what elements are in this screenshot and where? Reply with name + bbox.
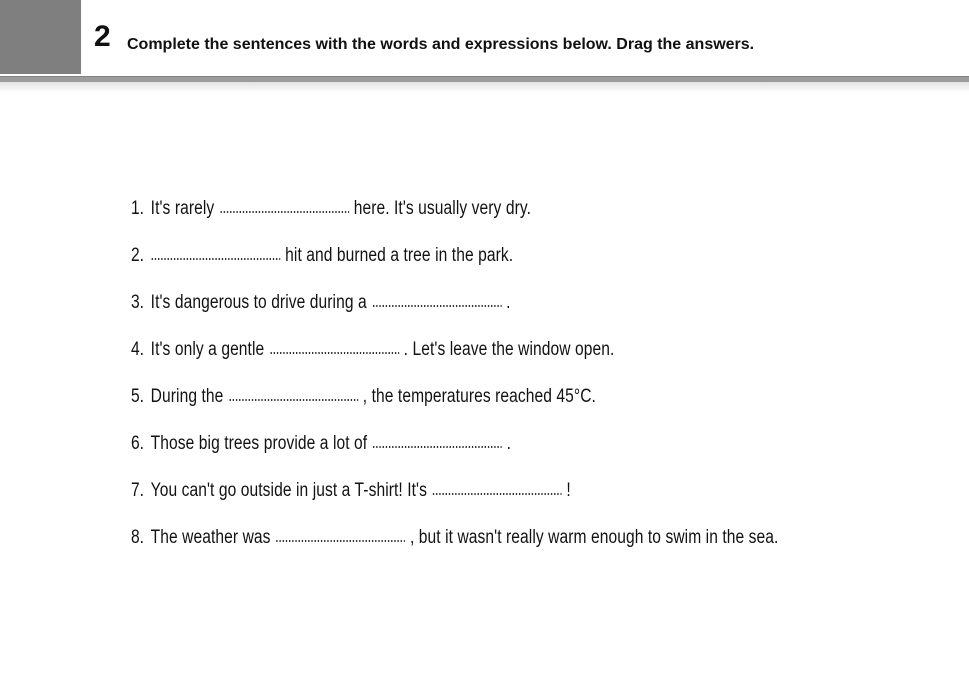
sentence-text-before: The weather was [150, 527, 271, 548]
sentence-text-before: It's dangerous to drive during a [150, 292, 367, 313]
sentence-number: 6. [131, 433, 145, 454]
answer-blank[interactable] [372, 304, 502, 308]
sentence-text-after: ! [566, 480, 571, 501]
sentence-row [131, 467, 812, 514]
answer-blank[interactable] [219, 210, 349, 214]
sentence-row [131, 420, 812, 467]
sentence-text-before: Those big trees provide a lot of [150, 433, 368, 454]
sentence-number: 3. [131, 292, 145, 313]
sentence-number: 2. [131, 245, 145, 266]
sentence-text-after: . [506, 292, 511, 313]
exercise-number: 2 [94, 20, 111, 53]
sentence-text-before: It's rarely [150, 198, 215, 219]
answer-blank[interactable] [275, 539, 405, 543]
exercise-instruction: Complete the sentences with the words and expressions below. Drag the answers. [127, 36, 755, 53]
sentence-text-before: You can't go outside in just a T-shirt! It's [150, 480, 427, 501]
answer-blank[interactable] [151, 257, 281, 261]
sentence-text-after: here. It's usually very dry. [353, 198, 531, 219]
sentence-text-after: . Let's leave the window open. [403, 339, 615, 360]
header-divider-shadow [0, 82, 969, 95]
sentence-text-before: During the [150, 386, 224, 407]
sentence-text-after: , the temperatures reached 45°C. [362, 386, 596, 407]
sentence-row [131, 514, 812, 561]
sentence-row [131, 185, 812, 232]
answer-blank[interactable] [432, 492, 562, 496]
sentence-row [131, 326, 812, 373]
sentence-text-after: . [506, 433, 512, 454]
sentence-number: 8. [131, 527, 145, 548]
sentence-number: 5. [131, 386, 145, 407]
sentence-text-before: It's only a gentle [150, 339, 265, 360]
answer-blank[interactable] [269, 351, 399, 355]
section-tab-square [0, 0, 81, 74]
sentence-list [131, 185, 961, 561]
sentence-row [131, 232, 812, 279]
answer-blank[interactable] [228, 398, 358, 402]
sentence-row [131, 279, 812, 326]
sentence-number: 7. [131, 480, 145, 501]
sentence-row [131, 373, 812, 420]
sentence-number: 4. [131, 339, 145, 360]
sentence-text-after: , but it wasn't really warm enough to swim in the sea. [409, 527, 779, 548]
sentence-text-after: hit and burned a tree in the park. [285, 245, 514, 266]
sentence-number: 1. [131, 198, 145, 219]
answer-blank[interactable] [372, 445, 502, 449]
